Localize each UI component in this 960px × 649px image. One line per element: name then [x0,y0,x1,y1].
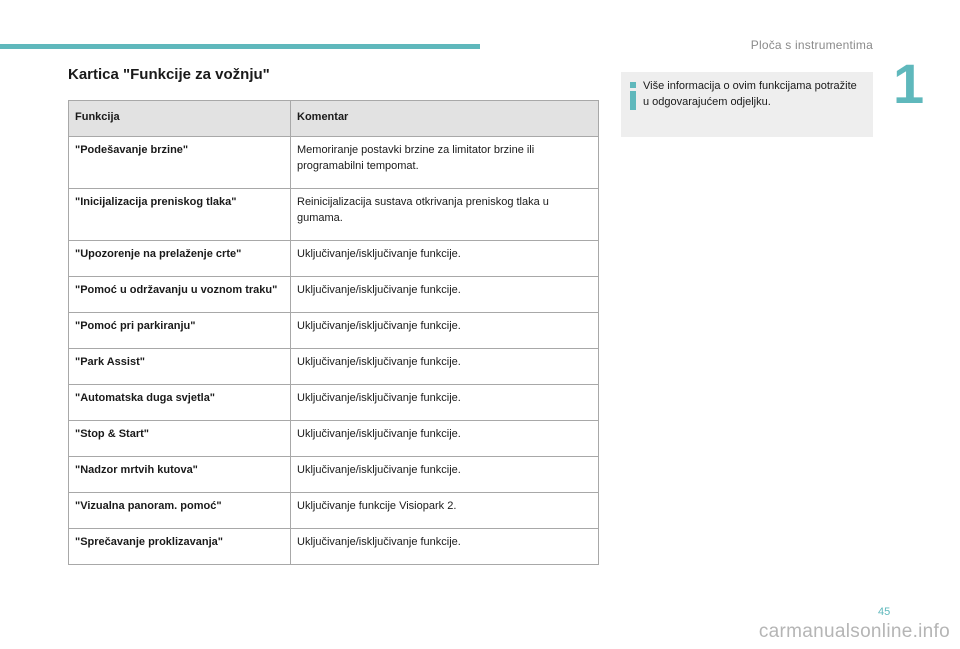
function-cell: "Inicijalizacija preniskog tlaka" [69,189,291,241]
comment-cell: Uključivanje/isključivanje funkcije. [291,421,599,457]
chapter-number: 1 [893,52,925,115]
table-row [69,189,599,241]
header-title: Ploča s instrumentima [750,38,873,52]
function-cell: "Nadzor mrtvih kutova" [69,457,291,493]
info-icon [629,82,637,112]
header-accent-bar [0,44,480,49]
column-header-function: Funkcija [69,101,291,137]
table-row [69,385,599,421]
function-cell: "Stop & Start" [69,421,291,457]
function-cell: "Pomoć pri parkiranju" [69,313,291,349]
comment-cell: Uključivanje/isključivanje funkcije. [291,457,599,493]
comment-cell: Uključivanje/isključivanje funkcije. [291,313,599,349]
function-cell: "Pomoć u održavanju u voznom traku" [69,277,291,313]
table-header-row [69,101,599,137]
info-text: Više informacija o ovim funkcijama potražite u odgovarajućem odjeljku. [643,80,857,108]
table-row [69,137,599,189]
column-header-comment: Komentar [291,101,599,137]
comment-cell: Uključivanje/isključivanje funkcije. [291,277,599,313]
page-number: 45 [878,606,891,618]
info-box [621,72,873,137]
comment-cell: Uključivanje/isključivanje funkcije. [291,241,599,277]
function-cell: "Park Assist" [69,349,291,385]
table-row [69,529,599,565]
comment-cell: Memoriranje postavki brzine za limitator brzine ili programabilni tempomat. [291,137,599,189]
watermark: carmanualsonline.info [758,621,950,642]
function-cell: "Automatska duga svjetla" [69,385,291,421]
function-cell: "Vizualna panoram. pomoć" [69,493,291,529]
table-row [69,421,599,457]
function-cell: "Upozorenje na prelaženje crte" [69,241,291,277]
section-title: Kartica "Funkcije za vožnju" [68,66,270,83]
function-cell: "Sprečavanje proklizavanja" [69,529,291,565]
table-row [69,277,599,313]
comment-cell: Uključivanje funkcije Visiopark 2. [291,493,599,529]
table-row [69,493,599,529]
table-row [69,349,599,385]
table-row [69,313,599,349]
functions-table [68,100,599,565]
comment-cell: Uključivanje/isključivanje funkcije. [291,349,599,385]
table-row [69,241,599,277]
comment-cell: Uključivanje/isključivanje funkcije. [291,529,599,565]
comment-cell: Reinicijalizacija sustava otkrivanja preniskog tlaka u gumama. [291,189,599,241]
comment-cell: Uključivanje/isključivanje funkcije. [291,385,599,421]
function-cell: "Podešavanje brzine" [69,137,291,189]
table-row [69,457,599,493]
